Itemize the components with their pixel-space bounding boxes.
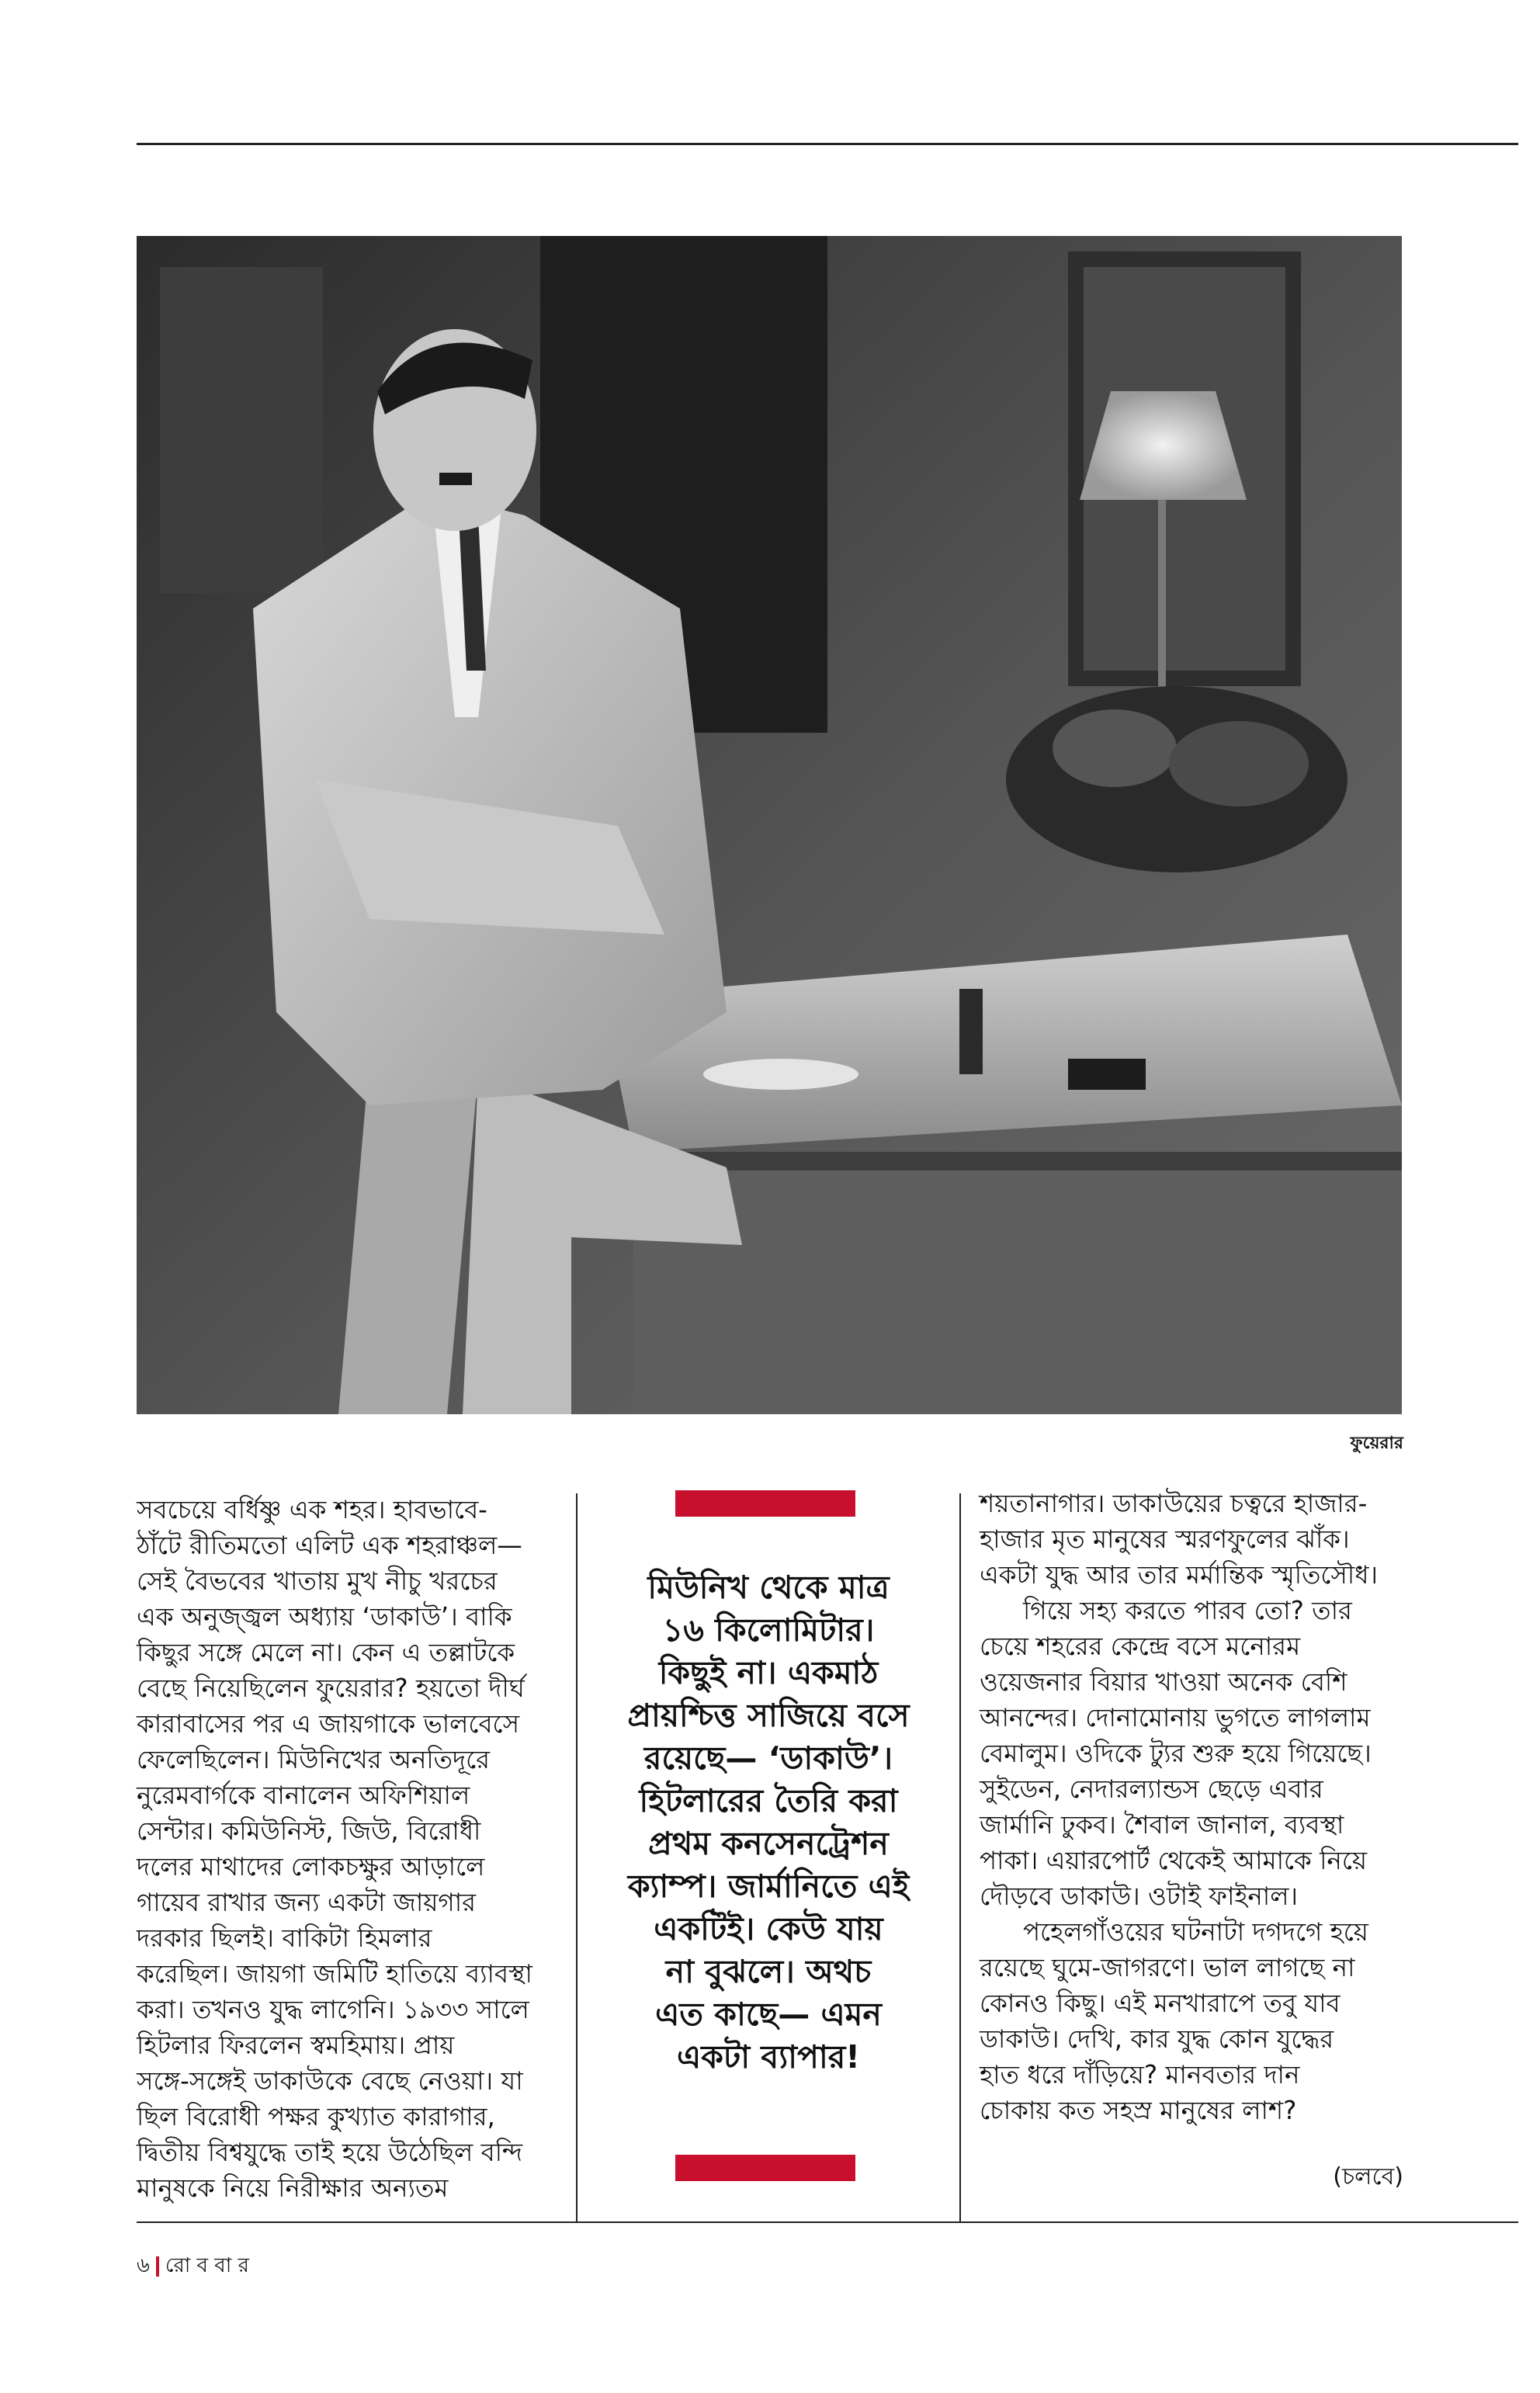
- body-line: চেয়ে শহরের কেন্দ্রে বসে মনোরম: [980, 1632, 1301, 1661]
- body-line: হিটলার ফিরলেন স্বমহিমায়। প্রায়: [137, 2031, 455, 2060]
- pull-quote-line: এত কাছে— এমন: [655, 1996, 882, 2033]
- body-line: গিয়ে সহ্য করতে পারব তো? তার: [1023, 1596, 1352, 1625]
- body-line: গায়েব রাখার জন্য একটা জায়গার: [137, 1888, 477, 1917]
- body-line: কিছুর সঙ্গে মেলে না। কেন এ তল্লাটকে: [137, 1638, 515, 1667]
- body-line: সবচেয়ে বর্ধিষ্ণু এক শহর। হাবভাবে-: [137, 1495, 487, 1524]
- body-line: সুইডেন, নেদারল্যান্ডস ছেড়ে এবার: [980, 1774, 1323, 1804]
- body-line: ছিল বিরোধী পক্ষর কুখ্যাত কারাগার,: [137, 2102, 495, 2131]
- body-line: জার্মানি ঢুকব। শৈবাল জানাল, ব্যবস্থা: [980, 1810, 1344, 1840]
- body-line: হাজার মৃত মানুষের স্মরণফুলের ঝাঁক।: [980, 1524, 1350, 1554]
- body-line: কারাবাসের পর এ জায়গাকে ভালবেসে: [137, 1709, 520, 1739]
- body-line: পহেলগাঁওয়ের ঘটনাটা দগদগে হয়ে: [1023, 1917, 1368, 1947]
- pull-quote-line: হিটলারের তৈরি করা: [639, 1782, 898, 1819]
- body-line: করেছিল। জায়গা জমিটি হাতিয়ে ব্যাবস্থা: [137, 1959, 532, 1989]
- body-line: সেই বৈভবের খাতায় মুখ নীচু খরচের: [137, 1566, 498, 1596]
- photo-caption: ফুয়েরার: [1350, 1434, 1403, 1453]
- body-line: দৌড়বে ডাকাউ। ওটাই ফাইনাল।: [980, 1881, 1299, 1911]
- pull-quote-line: একটা ব্যাপার!: [677, 2038, 860, 2076]
- body-line: একটা যুদ্ধ আর তার মর্মান্তিক স্মৃতিসৌধ।: [980, 1560, 1379, 1590]
- body-line: সঙ্গে-সঙ্গেই ডাকাউকে বেছে নেওয়া। যা: [137, 2066, 523, 2096]
- body-line: ঠাঁটে রীতিমতো এলিট এক শহরাঞ্চল—: [137, 1531, 522, 1560]
- pull-quote-line: রয়েছে— ‘ডাকাউ’।: [643, 1739, 893, 1777]
- page-number: ৬: [137, 2254, 150, 2277]
- top-rule: [137, 143, 1518, 145]
- pull-quote-line: প্রায়শ্চিত্ত সাজিয়ে বসে: [627, 1697, 910, 1734]
- pull-quote-line: একটিই। কেউ যায়: [654, 1910, 883, 1947]
- body-line: দরকার ছিলই। বাকিটা হিমলার: [137, 1923, 432, 1953]
- body-line: আনন্দের। দোনামোনায় ভুগতে লাগলাম: [980, 1703, 1371, 1732]
- pull-quote-line: ১৬ কিলোমিটার।: [662, 1611, 875, 1649]
- footer-divider: [156, 2256, 159, 2277]
- body-line: কোনও কিছু। এই মনখারাপে তবু যাব: [980, 1989, 1341, 2018]
- body-line: ডাকাউ। দেখি, কার যুদ্ধ কোন যুদ্ধের: [980, 2024, 1334, 2054]
- body-line: ফেলেছিলেন। মিউনিখের অনতিদূরে: [137, 1745, 491, 1774]
- continued-marker: (চলবে): [1333, 2163, 1403, 2190]
- pull-quote-line: প্রথম কনসেনট্রেশন: [648, 1825, 889, 1862]
- pull-quote-line: ক্যাম্প। জার্মানিতে এই: [627, 1868, 910, 1905]
- right-text-column: [980, 1486, 1414, 2128]
- pull-quote: [598, 1566, 939, 2079]
- left-text-column: [137, 1492, 556, 2206]
- column-divider-right: [959, 1493, 961, 2221]
- pull-quote-line: না বুঝলে। অথচ: [665, 1953, 872, 1990]
- column-divider-left: [576, 1493, 578, 2221]
- body-line: এক অনুজ্জ্বল অধ্যায় ‘ডাকাউ’। বাকি: [137, 1602, 512, 1632]
- body-line: করা। তখনও যুদ্ধ লাগেনি। ১৯৩৩ সালে: [137, 1995, 529, 2024]
- pull-quote-line: কিছুই না। একমাঠ: [658, 1654, 879, 1691]
- portrait-photo-illustration: [137, 236, 1402, 1414]
- publication-name: রো ব বা র: [165, 2254, 249, 2277]
- body-line: দলের মাথাদের লোকচক্ষুর আড়ালে: [137, 1852, 485, 1881]
- pull-quote-line: মিউনিখ থেকে মাত্র: [647, 1569, 890, 1606]
- body-line: রয়েছে ঘুমে-জাগরণে। ভাল লাগছে না: [980, 1953, 1355, 1982]
- page-footer: [137, 2249, 249, 2284]
- body-line: শয়তানাগার। ডাকাউয়ের চত্বরে হাজার-: [980, 1489, 1368, 1518]
- body-line: হাত ধরে দাঁড়িয়ে? মানবতার দান: [980, 2060, 1300, 2090]
- pull-quote-bar-top: [675, 1490, 855, 1517]
- body-line: বেছে নিয়েছিলেন ফুয়েরার? হয়তো দীর্ঘ: [137, 1673, 525, 1703]
- body-line: পাকা। এয়ারপোর্ট থেকেই আমাকে নিয়ে: [980, 1846, 1368, 1875]
- photo-fuhrer-at-desk: [137, 236, 1402, 1414]
- body-line: দ্বিতীয় বিশ্বযুদ্ধে তাই হয়ে উঠেছিল বন্দি: [137, 2138, 523, 2167]
- body-line: সেন্টার। কমিউনিস্ট, জিউ, বিরোধী: [137, 1816, 481, 1846]
- body-line: মানুষকে নিয়ে নিরীক্ষার অন্যতম: [137, 2173, 449, 2203]
- bottom-rule: [137, 2221, 1518, 2223]
- body-line: ওয়েজনার বিয়ার খাওয়া অনেক বেশি: [980, 1667, 1348, 1697]
- body-line: নুরেমবার্গকে বানালেন অফিশিয়াল: [137, 1781, 470, 1810]
- body-line: চোকায় কত সহস্র মানুষের লাশ?: [980, 2096, 1297, 2125]
- pull-quote-bar-bottom: [675, 2155, 855, 2181]
- body-line: বেমালুম। ওদিকে ট্যুর শুরু হয়ে গিয়েছে।: [980, 1739, 1372, 1768]
